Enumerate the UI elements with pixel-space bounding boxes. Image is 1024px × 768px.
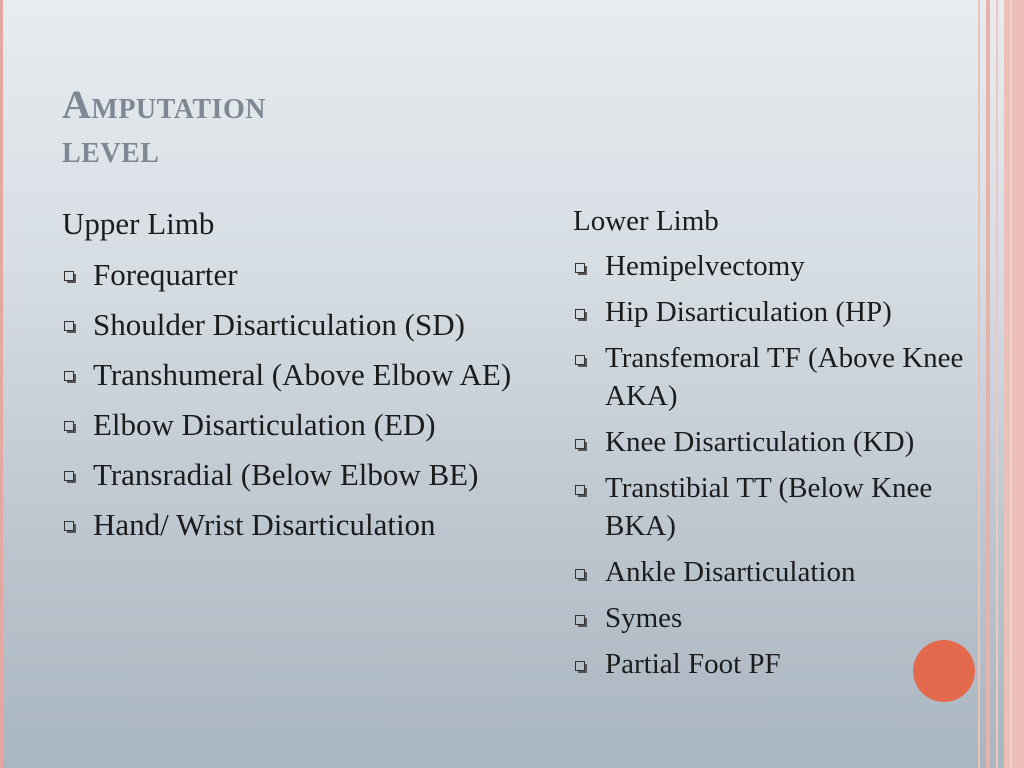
list-item (573, 599, 973, 637)
square-bullet-icon (575, 615, 585, 625)
list-item-text: Symes (605, 602, 683, 634)
list-item-text: Forequarter (93, 257, 238, 292)
list-item (62, 404, 532, 445)
list-item-text: Elbow Disarticulation (ED) (93, 407, 436, 442)
slide-title (62, 83, 266, 171)
square-bullet-icon (575, 485, 585, 495)
right-edge-stripe (986, 0, 990, 768)
list-item-text: Transfemoral TF (Above Knee AKA) (605, 342, 964, 412)
square-bullet-icon (575, 309, 585, 319)
list-item-text: Hip Disarticulation (HP) (605, 296, 892, 328)
right-edge-stripe (1010, 0, 1012, 768)
slide-title-line1: Amputation (62, 81, 266, 127)
square-bullet-icon (575, 263, 585, 273)
square-bullet-icon (575, 569, 585, 579)
list-item (573, 339, 973, 415)
list-item (62, 254, 532, 295)
list-item-text: Transradial (Below Elbow BE) (93, 457, 479, 492)
square-bullet-icon (575, 661, 585, 671)
list-item (573, 293, 973, 331)
lower-limb-column (573, 203, 973, 691)
left-edge-stripe (0, 0, 3, 768)
list-item-text: Transtibial TT (Below Knee BKA) (605, 472, 933, 542)
square-bullet-icon (64, 271, 74, 281)
lower-limb-heading: Lower Limb (573, 205, 719, 237)
list-item (62, 454, 532, 495)
list-item (62, 354, 532, 395)
list-item (62, 304, 532, 345)
slide-title-line2: level (62, 125, 160, 171)
square-bullet-icon (64, 471, 74, 481)
list-item-text: Knee Disarticulation (KD) (605, 426, 915, 458)
right-edge-stripe (978, 0, 980, 768)
lower-limb-list (573, 247, 973, 683)
list-item (573, 247, 973, 285)
square-bullet-icon (64, 421, 74, 431)
square-bullet-icon (575, 439, 585, 449)
upper-limb-list (62, 254, 532, 545)
right-edge-stripe (996, 0, 998, 768)
list-item (62, 504, 532, 545)
list-item-text: Hand/ Wrist Disarticulation (93, 507, 436, 542)
list-item-text: Hemipelvectomy (605, 250, 805, 282)
list-item (573, 423, 973, 461)
right-edge-band (1004, 0, 1024, 768)
list-item-text: Shoulder Disarticulation (SD) (93, 307, 465, 342)
upper-limb-heading: Upper Limb (62, 206, 215, 241)
upper-limb-column (62, 204, 532, 554)
square-bullet-icon (575, 355, 585, 365)
square-bullet-icon (64, 371, 74, 381)
list-item (573, 553, 973, 591)
list-item-text: Transhumeral (Above Elbow AE) (93, 357, 512, 392)
decorative-circle (913, 640, 975, 702)
list-item-text: Ankle Disarticulation (605, 556, 856, 588)
square-bullet-icon (64, 521, 74, 531)
square-bullet-icon (64, 321, 74, 331)
list-item-text: Partial Foot PF (605, 648, 781, 680)
list-item (573, 469, 973, 545)
